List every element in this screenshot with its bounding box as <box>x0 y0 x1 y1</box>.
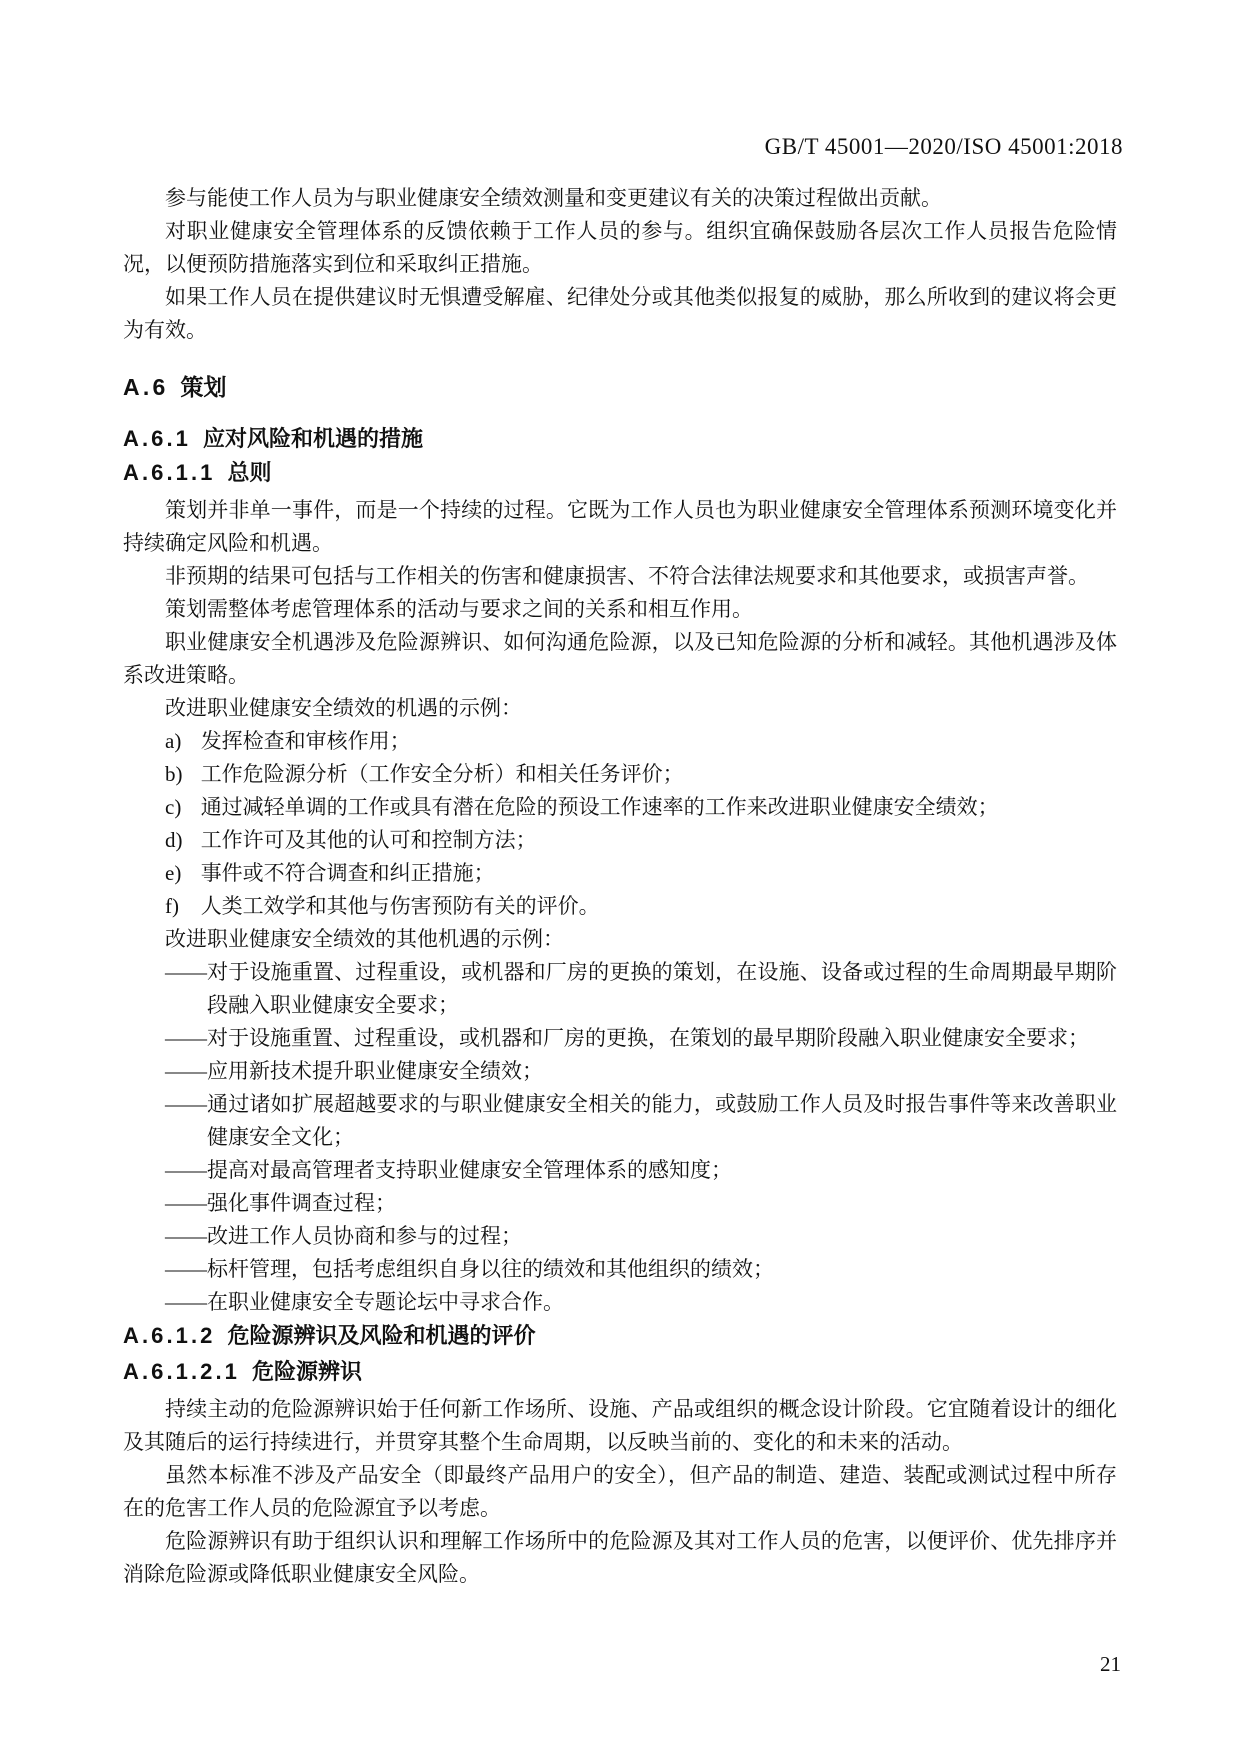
list-item-e <box>165 857 1117 890</box>
list-item-f <box>165 890 1117 923</box>
planning-paragraph-3: 策划需整体考虑管理体系的活动与要求之间的关系和相互作用。 <box>165 597 753 621</box>
page-header <box>765 134 1123 160</box>
list-item-text: 通过减轻单调的工作或具有潜在危险的预设工作速率的工作来改进职业健康安全绩效； <box>200 795 999 819</box>
heading-number: A.6.1 <box>123 426 191 451</box>
dash-list-item-1: ——对于设施重置、过程重设，或机器和厂房的更换的策划，在设施、设备或过程的生命周期最早期阶段融入职业健康安全要求； <box>165 960 1117 1017</box>
list-marker: c) <box>165 795 182 819</box>
list-item-a <box>165 725 1117 758</box>
dash-list-item-8: ——标杆管理，包括考虑组织自身以往的绩效和其他组织的绩效； <box>165 1257 774 1281</box>
page-number: 21 <box>1100 1652 1121 1676</box>
planning-paragraph-2: 非预期的结果可包括与工作相关的伤害和健康损害、不符合法律法规要求和其他要求，或损害声誉。 <box>165 564 1089 588</box>
list-item-text: 人类工效学和其他与伤害预防有关的评价。 <box>200 894 600 918</box>
document-content <box>123 182 1117 1591</box>
section-heading-a611 <box>123 458 1117 488</box>
heading-number: A.6 <box>123 374 169 400</box>
intro-paragraph-2: 对职业健康安全管理体系的反馈依赖于工作人员的参与。组织宜确保鼓励各层次工作人员报告危险情况，以便预防措施落实到位和采取纠正措施。 <box>123 219 1117 276</box>
dash-list-item-2: ——对于设施重置、过程重设，或机器和厂房的更换，在策划的最早期阶段融入职业健康安全要求； <box>165 1026 1089 1050</box>
section-heading-a61 <box>123 424 1117 454</box>
heading-number: A.6.1.1 <box>123 460 216 485</box>
planning-paragraph-4: 职业健康安全机遇涉及危险源辨识、如何沟通危险源，以及已知危险源的分析和减轻。其他机遇涉及体系改进策略。 <box>123 630 1117 687</box>
list-marker: a) <box>165 729 182 753</box>
intro-paragraph-1: 参与能使工作人员为与职业健康安全绩效测量和变更建议有关的决策过程做出贡献。 <box>165 186 942 210</box>
list-item-text: 发挥检查和审核作用； <box>200 729 411 753</box>
list-item-d <box>165 824 1117 857</box>
list-item-text: 工作许可及其他的认可和控制方法； <box>200 828 537 852</box>
standard-number: GB/T 45001—2020/ISO 45001:2018 <box>764 134 1123 159</box>
heading-title: 策划 <box>180 374 227 400</box>
hazard-paragraph-2: 虽然本标准不涉及产品安全（即最终产品用户的安全），但产品的制造、建造、装配或测试过程中所存在的危害工作人员的危险源宜予以考虑。 <box>123 1463 1117 1520</box>
list-marker: f) <box>165 894 179 918</box>
heading-title: 危险源辨识及风险和机遇的评价 <box>227 1323 536 1348</box>
dash-list-item-6: ——强化事件调查过程； <box>165 1191 396 1215</box>
dash-list-item-4: ——通过诸如扩展超越要求的与职业健康安全相关的能力，或鼓励工作人员及时报告事件等来改善职业健康安全文化； <box>165 1092 1117 1149</box>
section-heading-a6 <box>123 369 1117 402</box>
heading-number: A.6.1.2.1 <box>123 1359 240 1384</box>
hazard-paragraph-3: 危险源辨识有助于组织认识和理解工作场所中的危险源及其对工作人员的危害，以便评价、优先排序并消除危险源或降低职业健康安全风险。 <box>123 1529 1117 1586</box>
planning-paragraph-1: 策划并非单一事件，而是一个持续的过程。它既为工作人员也为职业健康安全管理体系预测环境变化并持续确定风险和机遇。 <box>123 498 1117 555</box>
list-item-text: 事件或不符合调查和纠正措施； <box>200 861 495 885</box>
list-item-c <box>165 791 1117 824</box>
heading-title: 总则 <box>227 460 272 485</box>
heading-number: A.6.1.2 <box>123 1323 216 1348</box>
dash-list-item-9: ——在职业健康安全专题论坛中寻求合作。 <box>165 1290 564 1314</box>
list-item-text: 工作危险源分析（工作安全分析）和相关任务评价； <box>200 762 684 786</box>
section-heading-a612 <box>123 1321 1117 1351</box>
dash-list-item-5: ——提高对最高管理者支持职业健康安全管理体系的感知度； <box>165 1158 732 1182</box>
dash-list-item-3: ——应用新技术提升职业健康安全绩效； <box>165 1059 543 1083</box>
list-item-b <box>165 758 1117 791</box>
other-examples-intro: 改进职业健康安全绩效的其他机遇的示例： <box>165 927 564 951</box>
dash-list-item-7: ——改进工作人员协商和参与的过程； <box>165 1224 522 1248</box>
heading-title: 危险源辨识 <box>252 1359 363 1384</box>
intro-paragraph-3: 如果工作人员在提供建议时无惧遭受解雇、纪律处分或其他类似报复的威胁，那么所收到的建议将会更为有效。 <box>123 285 1117 342</box>
list-marker: d) <box>165 828 183 852</box>
list-marker: e) <box>165 861 182 885</box>
heading-title: 应对风险和机遇的措施 <box>202 426 423 451</box>
list-marker: b) <box>165 762 183 786</box>
examples-intro: 改进职业健康安全绩效的机遇的示例： <box>165 696 522 720</box>
hazard-paragraph-1: 持续主动的危险源辨识始于任何新工作场所、设施、产品或组织的概念设计阶段。它宜随着设计的细化及其随后的运行持续进行，并贯穿其整个生命周期，以反映当前的、变化的和未来的活动。 <box>123 1397 1117 1454</box>
section-heading-a6121 <box>123 1357 1117 1387</box>
